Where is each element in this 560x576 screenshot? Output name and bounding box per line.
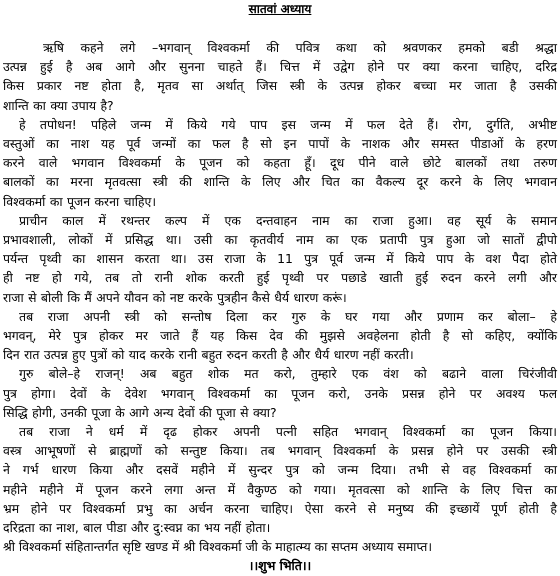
paragraph-6: [3, 422, 557, 537]
paragraph-line: राजा से बोली कि मैं अपने यौवन को नष्ट करके पुत्रहीन कैसे धैर्य धारण करूं।: [3, 289, 347, 305]
paragraph-line: बालकों का मरना मृतवत्सा स्त्री की शान्ति के लिए और चित का वैकल्य दूर करने के लिए भगवान: [3, 174, 557, 190]
paragraph-line: शान्ति का क्या उपाय है?: [3, 97, 114, 113]
paragraph-line: हे तपोधन! पहिले जन्म में किये गये पाप इस जन्म में फल देते हैं। रोग, दुर्गति, अभीष्ट: [19, 116, 557, 132]
paragraph-line: किस प्रकार नष्ट होता है, मृतव सा अर्थात् जिस स्त्री के उत्पन्न होकर बच्चा मर जाता है उसकी: [3, 78, 557, 94]
paragraph-line: वस्तुओं का नाश यह पूर्व जन्मों का फल है सो इन पापों के नाशक और समस्त पीडाओं के हरण: [3, 136, 557, 152]
shubh-footer: ।।शुभ भिति।।: [248, 558, 312, 574]
paragraph-line: महीने महीने में पूजन करने लगा अन्त में वैकुण्ठ को गया। मृतवत्सा को शान्ति के लिए चित्त का: [3, 481, 557, 497]
paragraph-line: सिद्धि होगी, उनकी पूजा के आगे अन्य देवों की पूजा से क्या?: [3, 404, 277, 420]
paragraph-2: [3, 115, 557, 211]
paragraph-line: ने गर्भ धारण किया और दसवें महीने में सुन्दर पुत्र को जन्म दिया। तभी से वह विश्वकर्मा का: [3, 462, 557, 478]
paragraph-1: [3, 38, 557, 115]
paragraph-line: दरिद्रता का नाश, बाल पीडा और दु:स्वप्न का भय नहीं होता।: [3, 520, 271, 536]
paragraph-5: [3, 364, 557, 422]
paragraph-line: उत्पन्न हुई है अब आगे और सुनना चाहते हैं। चित्त में उद्वेग होने पर क्या करना चाहिए, दरिद्र: [3, 59, 557, 75]
paragraph-line: प्राचीन काल में रथन्तर कल्प में एक दन्तवाहन नाम का राजा हुआ। वह सूर्य के समान: [19, 212, 557, 228]
paragraph-line: पुत्र होगा। देवों के देवेश भगवान् विश्वकर्मा का पूजन करो, उनके प्रसन्न होने पर अवश्य फल: [3, 385, 557, 401]
paragraph-line: तब राजा अपनी स्त्री को सन्तोष दिला कर गुरु के घर गया और प्रणाम कर बोला– हे: [19, 308, 557, 324]
paragraph-line: पर्यन्त पृथ्वी का शासन करता था। उस राजा के 11 पुत्र पूर्व जन्म में किये पाप के वश पैदा होते: [3, 251, 557, 267]
paragraph-line: प्रभावशाली, लोकों में प्रसिद्ध था। उसी का कृतवीर्य नाम का एक प्रतापी पुत्र हुआ जो सातों द्वीपो: [3, 232, 557, 248]
paragraph-line: करने वाले भगवान विश्वकर्मा के पूजन को कहता हूँ। दूध पीने वाले छोटे बालकों तथा तरुण: [3, 155, 557, 171]
paragraph-line: भ्रम होने पर विश्वकर्मा प्रभु का अर्चन करना चाहिए। ऐसा करने से मनुष्य की इच्छायें पूर्ण होती है: [3, 500, 557, 516]
paragraph-line: दिन रात उत्पन्न हुए पुत्रों को याद करके रानी बहुत रुदन करती है और धैर्य धारण नहीं करती।: [3, 347, 414, 363]
closing-line: श्री विश्वकर्मा संहितान्तर्गत सृष्टि खण्ड में श्री विश्वकर्मा जी के माहात्म्य का सप्तम अध्याय समाप्त।: [3, 539, 433, 555]
chapter-title: सातवां अध्याय: [248, 2, 312, 16]
document-page: [3, 0, 557, 576]
paragraph-line: विश्वकर्मा का पूजन करना चाहिए।: [3, 193, 157, 209]
paragraph-line: वस्त्र आभूषणों से ब्राह्मणों को सन्तुष्ट किया। तब भगवान् विश्वकर्मा के प्रसन्न होने पर उसकी स्त्री: [3, 443, 557, 459]
paragraph-line: ही नष्ट हो गये, तब तो रानी शोक करती हुई पृथ्वी पर पछाडे खाती हुई रुदन करने लगी और: [3, 270, 557, 286]
paragraph-line: भगवन्, मेरे पुत्र होकर मर जाते हैं यह किस देव की मुझसे अवहेलना होती है सो कहिए, क्योंकि: [3, 328, 557, 344]
paragraph-4: [3, 307, 557, 365]
paragraph-line: तब राजा ने धर्म में दृढ होकर अपनी पत्नी सहित भगवान् विश्वकर्मा का पूजन किया।: [19, 424, 557, 440]
paragraph-3: [3, 211, 557, 307]
paragraph-line: गुरु बोले–हे राजन्! अब बहुत शोक मत करो, तुम्हारे एक वंश को बढाने वाला चिरंजीवी: [19, 366, 557, 382]
paragraph-line: ऋषि कहने लगे –भगवान् विश्वकर्मा की पवित्र कथा को श्रवणकर हमको बडी श्रद्धा: [43, 40, 557, 55]
